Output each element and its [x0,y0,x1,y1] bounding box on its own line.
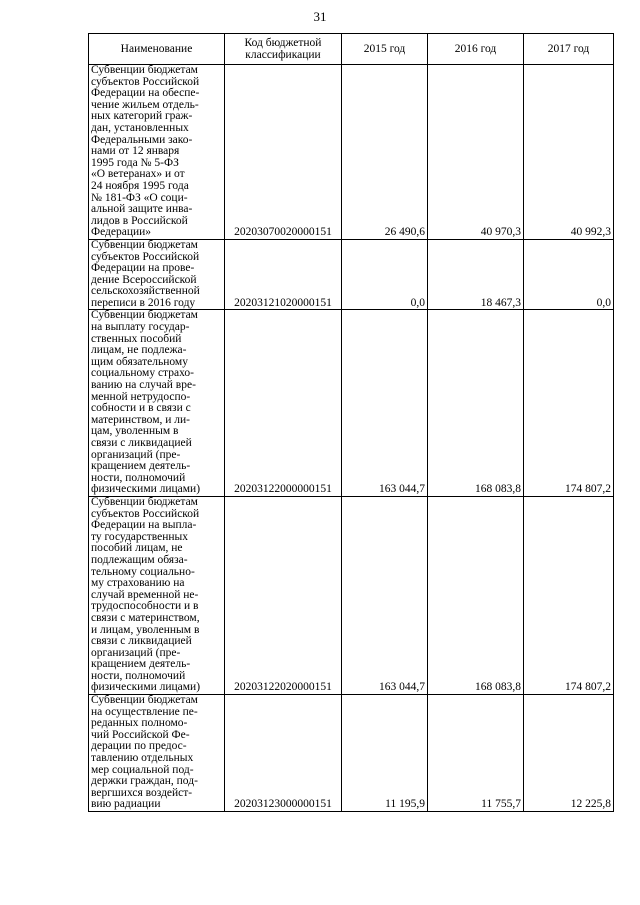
row-name-line: субъектов Российской [91,250,200,263]
row-name-cell [89,496,225,694]
row-code-cell: 20203121020000151 [225,239,342,310]
row-2015-cell: 11 195,9 [342,695,428,812]
row-name-line: мер социальной под- [91,763,194,776]
row-name-line: № 181-ФЗ «О соци- [91,191,188,204]
row-name-line: связи с ликвидацией [91,635,192,648]
row-name-line: альной защите инва- [91,203,193,216]
row-2017-cell: 40 992,3 [524,65,614,240]
row-2017-cell: 174 807,2 [524,310,614,497]
row-2017-cell: 0,0 [524,239,614,310]
row-name-line: организаций (пре- [91,448,181,461]
row-2015-cell: 0,0 [342,239,428,310]
row-name-line: вию радиации [91,798,161,811]
row-name-line: тавлению отдельных [91,752,194,765]
row-code-cell: 20203070020000151 [225,65,342,240]
page-number: 31 [313,9,327,24]
row-name-line: собности и в связи с [91,402,191,415]
row-name-line: физическими лицами) [91,483,201,496]
header-2016: 2016 год [428,34,524,65]
row-name-line: вергшихся воздейст- [91,786,193,799]
header-2017: 2017 год [524,34,614,65]
row-2017-cell: 12 225,8 [524,695,614,812]
row-name-cell [89,310,225,497]
row-2015-cell: 26 490,6 [342,65,428,240]
row-2016-cell: 168 083,8 [428,310,524,497]
row-name-line: Субвенции бюджетам [91,694,198,707]
budget-table [88,33,614,812]
row-name-line: организаций (пре- [91,646,181,659]
row-name-line: физическими лицами) [91,681,201,694]
table-row [89,695,614,812]
row-name-line: реданных полномо- [91,717,188,730]
row-name-line: щим обязательному [91,355,188,368]
row-name-line: Субвенции бюджетам [91,64,198,76]
row-name-line: субъектов Российской [91,507,200,520]
row-name-line: на осуществление пе- [91,705,198,718]
header-name: Наименование [89,34,225,65]
row-name-line: субъектов Российской [91,75,200,88]
header-code: Код бюджетной классификации [225,34,342,65]
row-name-line: кращением деятель- [91,460,191,473]
row-name-cell [89,65,225,240]
table-row [89,239,614,310]
table-row [89,496,614,694]
row-name-line: ванию на случай вре- [91,379,196,392]
row-name-line: Федерации на выпла- [91,519,197,532]
row-code-cell: 20203122020000151 [225,496,342,694]
row-name-cell [89,695,225,812]
table-row [89,310,614,497]
row-name-line: Федерации на обеспе- [91,87,200,100]
row-2015-cell: 163 044,7 [342,310,428,497]
row-name-line: трудоспособности и в [91,600,199,613]
row-name-line: 1995 года № 5-ФЗ [91,156,179,169]
row-name-line: материнством, и ли- [91,413,190,426]
row-2016-cell: 168 083,8 [428,496,524,694]
row-name-line: Субвенции бюджетам [91,238,198,251]
row-name-line: Субвенции бюджетам [91,309,198,322]
row-name-line: подлежащим обяза- [91,553,188,566]
row-2016-cell: 18 467,3 [428,239,524,310]
row-name-line: «О ветеранах» и от [91,168,185,181]
row-name-line: Федерации на прове- [91,262,195,275]
table-body [89,65,614,812]
row-2016-cell: 11 755,7 [428,695,524,812]
row-name-line: Федеральными зако- [91,133,193,146]
row-name-line: тельному социально- [91,565,195,578]
row-name-line: цам, уволенным в [91,425,179,438]
row-code-cell: 20203123000000151 [225,695,342,812]
row-name-line: случай временной не- [91,588,199,601]
row-name-line: дан, установленных [91,121,189,134]
row-name-line: ственных пособий [91,332,182,345]
table-row [89,65,614,240]
row-name-line: и лицам, уволенным в [91,623,200,636]
row-name-line: чение жильем отдель- [91,98,199,111]
row-name-line: держки граждан, под- [91,775,198,788]
row-2017-cell: 174 807,2 [524,496,614,694]
row-name-line: Федерации» [91,226,152,239]
row-name-line: лицам, не подлежа- [91,344,187,357]
row-name-line: нами от 12 января [91,145,180,158]
row-name-line: ности, полномочий [91,669,186,682]
row-name-line: сельскохозяйственной [91,285,200,298]
row-name-line: Субвенции бюджетам [91,495,198,508]
row-name-line: ности, полномочий [91,471,186,484]
row-name-line: связи с ликвидацией [91,437,192,449]
row-name-line: переписи в 2016 году [91,296,196,309]
row-name-line: дерации по предос- [91,740,187,753]
row-name-line: лидов в Российской [91,214,188,227]
row-name-line: кращением деятель- [91,658,191,671]
header-2015: 2015 год [342,34,428,65]
row-2015-cell: 163 044,7 [342,496,428,694]
row-name-line: му страхованию на [91,577,185,590]
row-name-line: на выплату государ- [91,321,190,334]
row-name-line: менной нетрудоспо- [91,390,191,403]
row-code-cell: 20203122000000151 [225,310,342,497]
row-name-line: социальному страхо- [91,367,194,380]
row-name-line: чий Российской Фе- [91,728,190,741]
row-name-cell [89,239,225,310]
table-header-row [89,34,614,65]
row-name-line: 24 ноября 1995 года [91,179,189,192]
row-name-line: ных категорий граж- [91,110,193,123]
row-name-line: пособий лицам, не [91,542,183,555]
row-name-line: ту государственных [91,530,189,543]
row-name-line: связи с материнством, [91,611,200,624]
row-2016-cell: 40 970,3 [428,65,524,240]
row-name-line: дение Всероссийской [91,273,197,286]
